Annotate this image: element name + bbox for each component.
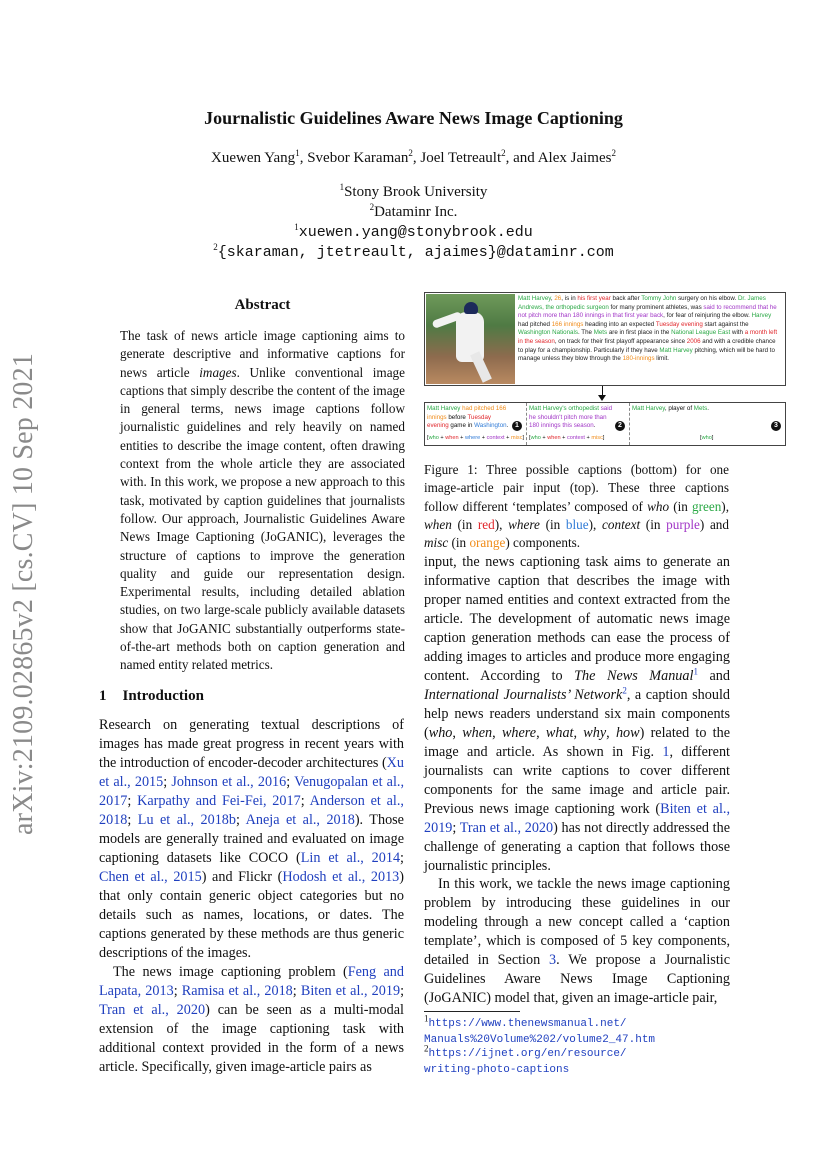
citation-link[interactable]: Xu et al., 2015 xyxy=(99,755,405,790)
author-name: Svebor Karaman xyxy=(307,150,409,166)
abstract-body: The task of news article image captioning aims to generate descriptive and informative captions for news article images. Unlike conventional image captions that simply describe the content of the image in general terms, news image captions follow journalistic guidelines and rely heavily on named entities to describe the image content, often drawing context from the whole article they are associated with. In this work, we propose a new approach to this task, motivated by caption guidelines that journalists follow. Our approach, Journalistic Guidelines Aware News Image Captioning (JoGANIC), leverages the structure of captions to improve the generation quality and guide our representation design. Experimental results, including detailed ablation studies, on two large-scale publicly available datasets show that JoGANIC substantially outperforms state-of-the-art methods both on caption generation and named entity related metrics. xyxy=(120,328,405,673)
citation-link[interactable]: Venugopalan et al., 2017 xyxy=(99,774,405,809)
template-token: + xyxy=(480,435,487,442)
footnote-marker[interactable]: 1 xyxy=(693,666,698,677)
text-run: ; xyxy=(292,983,301,999)
text-run: ; xyxy=(127,812,138,828)
caption-text-run: . xyxy=(707,405,709,412)
footnote-rule xyxy=(424,1011,520,1012)
text-run: International Journalists’ Network xyxy=(424,687,623,703)
author-affiliation-marker: 2 xyxy=(501,148,506,158)
template-token: + xyxy=(585,435,592,442)
caption-number-badge: 3 xyxy=(771,421,781,431)
article-text-run: , on track for their first playoff appearance since xyxy=(554,337,687,345)
template-token: + xyxy=(438,435,446,442)
text-run: ), xyxy=(494,516,509,532)
article-text-run: Matt Harvey xyxy=(518,295,551,302)
figure-article-panel xyxy=(424,292,786,386)
template-token: when xyxy=(445,435,459,442)
template-token: [ xyxy=(700,435,702,442)
text-run: , different journalists can write captions to cover different components for the same image and article pair. Previous news image captioning work ( xyxy=(424,744,730,817)
paper-title: Journalistic Guidelines Aware News Image Captioning xyxy=(204,108,623,128)
text-run: who xyxy=(647,498,670,514)
author-affiliation-marker: 2 xyxy=(611,148,616,158)
citation-link[interactable]: Aneja et al., 2018 xyxy=(245,812,355,828)
article-text-run: Tommy John xyxy=(641,295,677,302)
caption-text-run: before xyxy=(446,413,468,421)
text-run: (in xyxy=(640,516,667,532)
caption-number-badge: 2 xyxy=(615,421,625,431)
citation-link[interactable]: Johnson et al., 2016 xyxy=(171,774,287,790)
article-text-run: Matt Harvey xyxy=(659,346,693,354)
text-run: , a caption should help news readers understand six main components ( xyxy=(424,687,730,741)
text-run: input, the news captioning task aims to generate an informative caption that describes the image with proper named entities and context extracted from the article. The development of automatic news image caption generation methods can ease the process of adding images to articles and produce more engaging content. According to xyxy=(424,554,730,684)
caption-text-run: . xyxy=(506,422,509,430)
article-text-run: Dr. James Andrews, the orthopedic surgeon xyxy=(518,295,766,311)
author-name: Xuewen Yang xyxy=(211,150,296,166)
text-run: ; xyxy=(400,850,404,866)
article-text-run: limit. xyxy=(654,355,670,363)
article-text-run: , is in xyxy=(561,295,578,302)
text-run: misc xyxy=(424,535,449,551)
figure-caption xyxy=(424,461,729,552)
intro-paragraph-2 xyxy=(99,963,404,1077)
text-run: when xyxy=(462,725,493,741)
template-token: misc xyxy=(511,435,523,442)
article-text-run: are in first place in the xyxy=(607,329,672,337)
template-token: who xyxy=(530,435,541,442)
text-run: ; xyxy=(235,812,246,828)
text-run: and xyxy=(697,668,730,684)
text-run: ). Those models are generally trained and evaluated on image captioning datasets like COCO ( xyxy=(99,812,404,866)
template-token: misc xyxy=(591,435,603,442)
text-run: (in xyxy=(539,516,566,532)
citation-link[interactable]: Anderson et al., 2018 xyxy=(99,793,404,828)
footnote-1[interactable]: $^1$https://www.thenewsmanual.net/ Manuals%20Volume%202/volume2_47.htm xyxy=(424,1013,656,1046)
author-name: and Alex Jaimes xyxy=(513,150,612,166)
text-run: who xyxy=(428,725,453,741)
text-run: ) and xyxy=(699,516,729,532)
text-run: ), xyxy=(721,498,729,514)
template-token: + xyxy=(504,435,511,442)
text-run: , xyxy=(452,725,463,741)
article-text-run: for many prominent athletes, was xyxy=(608,303,704,311)
caption-number-badge: 1 xyxy=(512,421,522,431)
caption-text-run: had pitched 166 innings xyxy=(427,405,507,421)
text-run: Research on generating textual descriptions of images has made great progress in recent years with the introduction of encoder-decoder architectures ( xyxy=(99,717,404,771)
text-run: (in xyxy=(448,535,470,551)
text-run: Figure 1: Three possible captions (bottom) for one image-article pair input (top). These three captions follow different ‘templates’ composed of xyxy=(424,462,729,514)
text-run: ) and Flickr ( xyxy=(201,869,283,885)
citation-link[interactable]: Ramisa et al., 2018 xyxy=(181,983,293,999)
citation-link[interactable]: Biten et al., 2019 xyxy=(300,983,401,999)
text-run: orange xyxy=(469,535,506,551)
article-text-run: , for fear of reinjuring the elbow. xyxy=(663,312,752,320)
template-token: context xyxy=(486,435,505,442)
text-run: ; xyxy=(286,774,295,790)
article-text-run: Harvey xyxy=(751,312,772,320)
text-run: ) has not directly addressed the challenge of generating a caption that follows those journalistic principles. xyxy=(424,820,730,874)
article-text-run: 180-innings xyxy=(622,355,655,363)
abstract-heading: Abstract xyxy=(234,297,291,313)
text-run: In this work, we tackle the news image captioning problem by introducing these guidelines in our modeling through a new concept called a ‘caption template’, which is composed of 5 key components, detailed in Section xyxy=(424,876,730,968)
citation-link[interactable]: Tran et al., 2020 xyxy=(99,1002,206,1018)
article-text-run: heading into an expected xyxy=(583,320,656,328)
footnote-marker[interactable]: 2 xyxy=(622,685,627,696)
article-text-run: pitching, which will be hard to manage unless they blow through the xyxy=(518,346,775,363)
text-run: ) components. xyxy=(505,535,581,551)
article-text-run: 2006 xyxy=(686,337,701,345)
article-text-run: 166 innings xyxy=(551,320,584,328)
article-text-run: Mets xyxy=(593,329,608,337)
article-text-run: . The xyxy=(577,329,594,337)
figure-captions-panel xyxy=(424,402,786,446)
author-affiliation-marker: 2 xyxy=(408,148,413,158)
article-text-run: his first year xyxy=(577,295,611,302)
template-token: who xyxy=(428,435,439,442)
citation-link[interactable]: 3 xyxy=(549,952,557,968)
template-token: where xyxy=(464,435,481,442)
text-run: ), xyxy=(588,516,603,532)
text-run: , xyxy=(536,725,546,741)
text-run: ; xyxy=(300,793,310,809)
article-text-run: back after xyxy=(610,295,642,302)
citation-link[interactable]: Hodosh et al., 2013 xyxy=(282,869,400,885)
article-text-run: 26 xyxy=(554,295,562,302)
template-token: [ xyxy=(529,435,531,442)
figure-article-text xyxy=(518,295,781,364)
article-text-run: Washington Nationals xyxy=(518,329,578,337)
citation-link[interactable]: Karpathy and Fei-Fei, 2017 xyxy=(137,793,301,809)
caption-text-run: Matt Harvey xyxy=(632,405,665,412)
article-text-run: and with a credible chance to play for a championship. Particularly if they have xyxy=(518,337,776,354)
template-token: + xyxy=(540,435,548,442)
text-run: how xyxy=(615,725,640,741)
author-name: Joel Tetreault xyxy=(420,150,502,166)
article-text-run: a month xyxy=(744,329,768,337)
text-run: blue xyxy=(565,516,589,532)
text-run: The news image captioning problem ( xyxy=(113,964,348,980)
right-paragraph-1 xyxy=(424,553,730,876)
caption-text-run: game in xyxy=(448,422,475,430)
text-run: ; xyxy=(173,983,182,999)
text-run: ) can be seen as a multi-modal extension of the image captioning task with additional context provided in the form of a news article. Specifically, given image-article pairs as xyxy=(99,1002,404,1075)
caption-text-run: said he shouldn't pitch more than 180 innings this season xyxy=(529,405,613,430)
text-run: what xyxy=(545,725,574,741)
text-run: . We propose a Journalistic Guidelines Aware News Image Captioning (JoGANIC) model that, given an image-article pair, xyxy=(424,952,730,1006)
citation-link[interactable]: Lu et al., 2018b xyxy=(137,812,236,828)
right-paragraph-2 xyxy=(424,875,730,1008)
template-token: [ xyxy=(427,435,429,442)
caption-text-run: Tuesday evening xyxy=(427,413,491,430)
intro-paragraph-1 xyxy=(99,716,404,963)
article-text-run: surgery on his elbow. xyxy=(676,295,738,302)
template-token: ] xyxy=(711,435,714,442)
citation-link[interactable]: 1 xyxy=(662,744,670,760)
article-text-run: had pitched xyxy=(518,320,552,328)
template-token: when xyxy=(547,435,561,442)
affiliation-1: $^1$Stony Brook University xyxy=(339,182,488,200)
caption-text-run: Matt Harvey xyxy=(427,405,461,412)
text-run: ) that only contain generic object categories but no details such as names, locations, or dates. The captions generated by these methods are thus generic descriptions of the images. xyxy=(99,869,404,961)
author-affiliation-marker: 1 xyxy=(295,148,300,158)
text-run: red xyxy=(477,516,495,532)
text-run: context xyxy=(602,516,641,532)
article-text-run: left in the season xyxy=(518,329,778,345)
template-token: who xyxy=(701,435,712,442)
text-run: ; xyxy=(163,774,172,790)
citation-link[interactable]: Feng and Lapata, 2013 xyxy=(99,964,404,999)
article-text-run: National League East xyxy=(671,329,731,337)
caption-text-run: . xyxy=(593,422,596,430)
text-run: why xyxy=(583,725,607,741)
caption-option-3 xyxy=(630,403,785,445)
text-run: , xyxy=(492,725,502,741)
text-run: ; xyxy=(400,983,405,999)
text-run: ; xyxy=(127,793,138,809)
text-run: where xyxy=(508,516,540,532)
arxiv-identifier[interactable]: arXiv:2109.02865v2 [cs.CV] 10 Sep 2021 xyxy=(8,352,39,835)
template-token: + xyxy=(458,435,465,442)
text-run: The News Manual xyxy=(574,668,694,684)
citation-link[interactable]: Lin et al., 2014 xyxy=(300,850,401,866)
figure-arrowhead xyxy=(598,395,606,401)
article-text-run: Tuesday evening xyxy=(655,320,703,328)
template-token: ] xyxy=(522,435,525,442)
author-list: Xuewen Yang$^1$, Svebor Karaman$^2$, Joel Tetreault$^2$, and Alex Jaimes$^2$ xyxy=(211,148,616,166)
article-text-run: , xyxy=(550,295,555,302)
caption-text-run: , player of xyxy=(664,405,694,412)
footnote-2[interactable]: $^2$https://ijnet.org/en/resource/ writing-photo-captions xyxy=(424,1043,627,1076)
citation-link[interactable]: Biten et al., 2019 xyxy=(424,801,731,836)
caption-text-run: Washington xyxy=(474,422,507,430)
article-text-run: with xyxy=(730,329,745,337)
template-token: + xyxy=(560,435,567,442)
text-run: , xyxy=(606,725,616,741)
caption-option-2 xyxy=(527,403,630,445)
text-run: ) related to the image and article. As shown in Fig. xyxy=(424,725,731,760)
text-run: where xyxy=(501,725,537,741)
template-token: context xyxy=(566,435,585,442)
text-run: (in xyxy=(451,516,478,532)
caption-text-run: Matt Harvey's orthopedist xyxy=(529,405,599,412)
text-run: purple xyxy=(666,516,700,532)
text-run: green xyxy=(692,498,722,514)
text-run: , xyxy=(573,725,584,741)
baseball-pitcher-photo xyxy=(426,294,515,384)
email-1: $^1$xuewen.yang@stonybrook.edu xyxy=(294,222,533,241)
text-run: when xyxy=(424,516,452,532)
article-text-run: start against the xyxy=(702,320,749,328)
text-run: ; xyxy=(452,820,460,836)
caption-option-1 xyxy=(425,403,527,445)
article-text-run: said to recommend that he not pitch more than 180 innings in that first year back xyxy=(518,303,777,320)
text-run: (in xyxy=(669,498,692,514)
section-heading-introduction: 1 Introduction xyxy=(99,688,204,704)
caption-text-run: Mets xyxy=(693,405,708,412)
template-token: ] xyxy=(602,435,605,442)
citation-link[interactable]: Chen et al., 2015 xyxy=(99,869,202,885)
citation-link[interactable]: Tran et al., 2020 xyxy=(459,820,554,836)
email-2: $^2${skaraman, jtetreault, ajaimes}@dataminr.com xyxy=(213,242,614,261)
affiliation-2: $^2$Dataminr Inc. xyxy=(369,202,458,220)
